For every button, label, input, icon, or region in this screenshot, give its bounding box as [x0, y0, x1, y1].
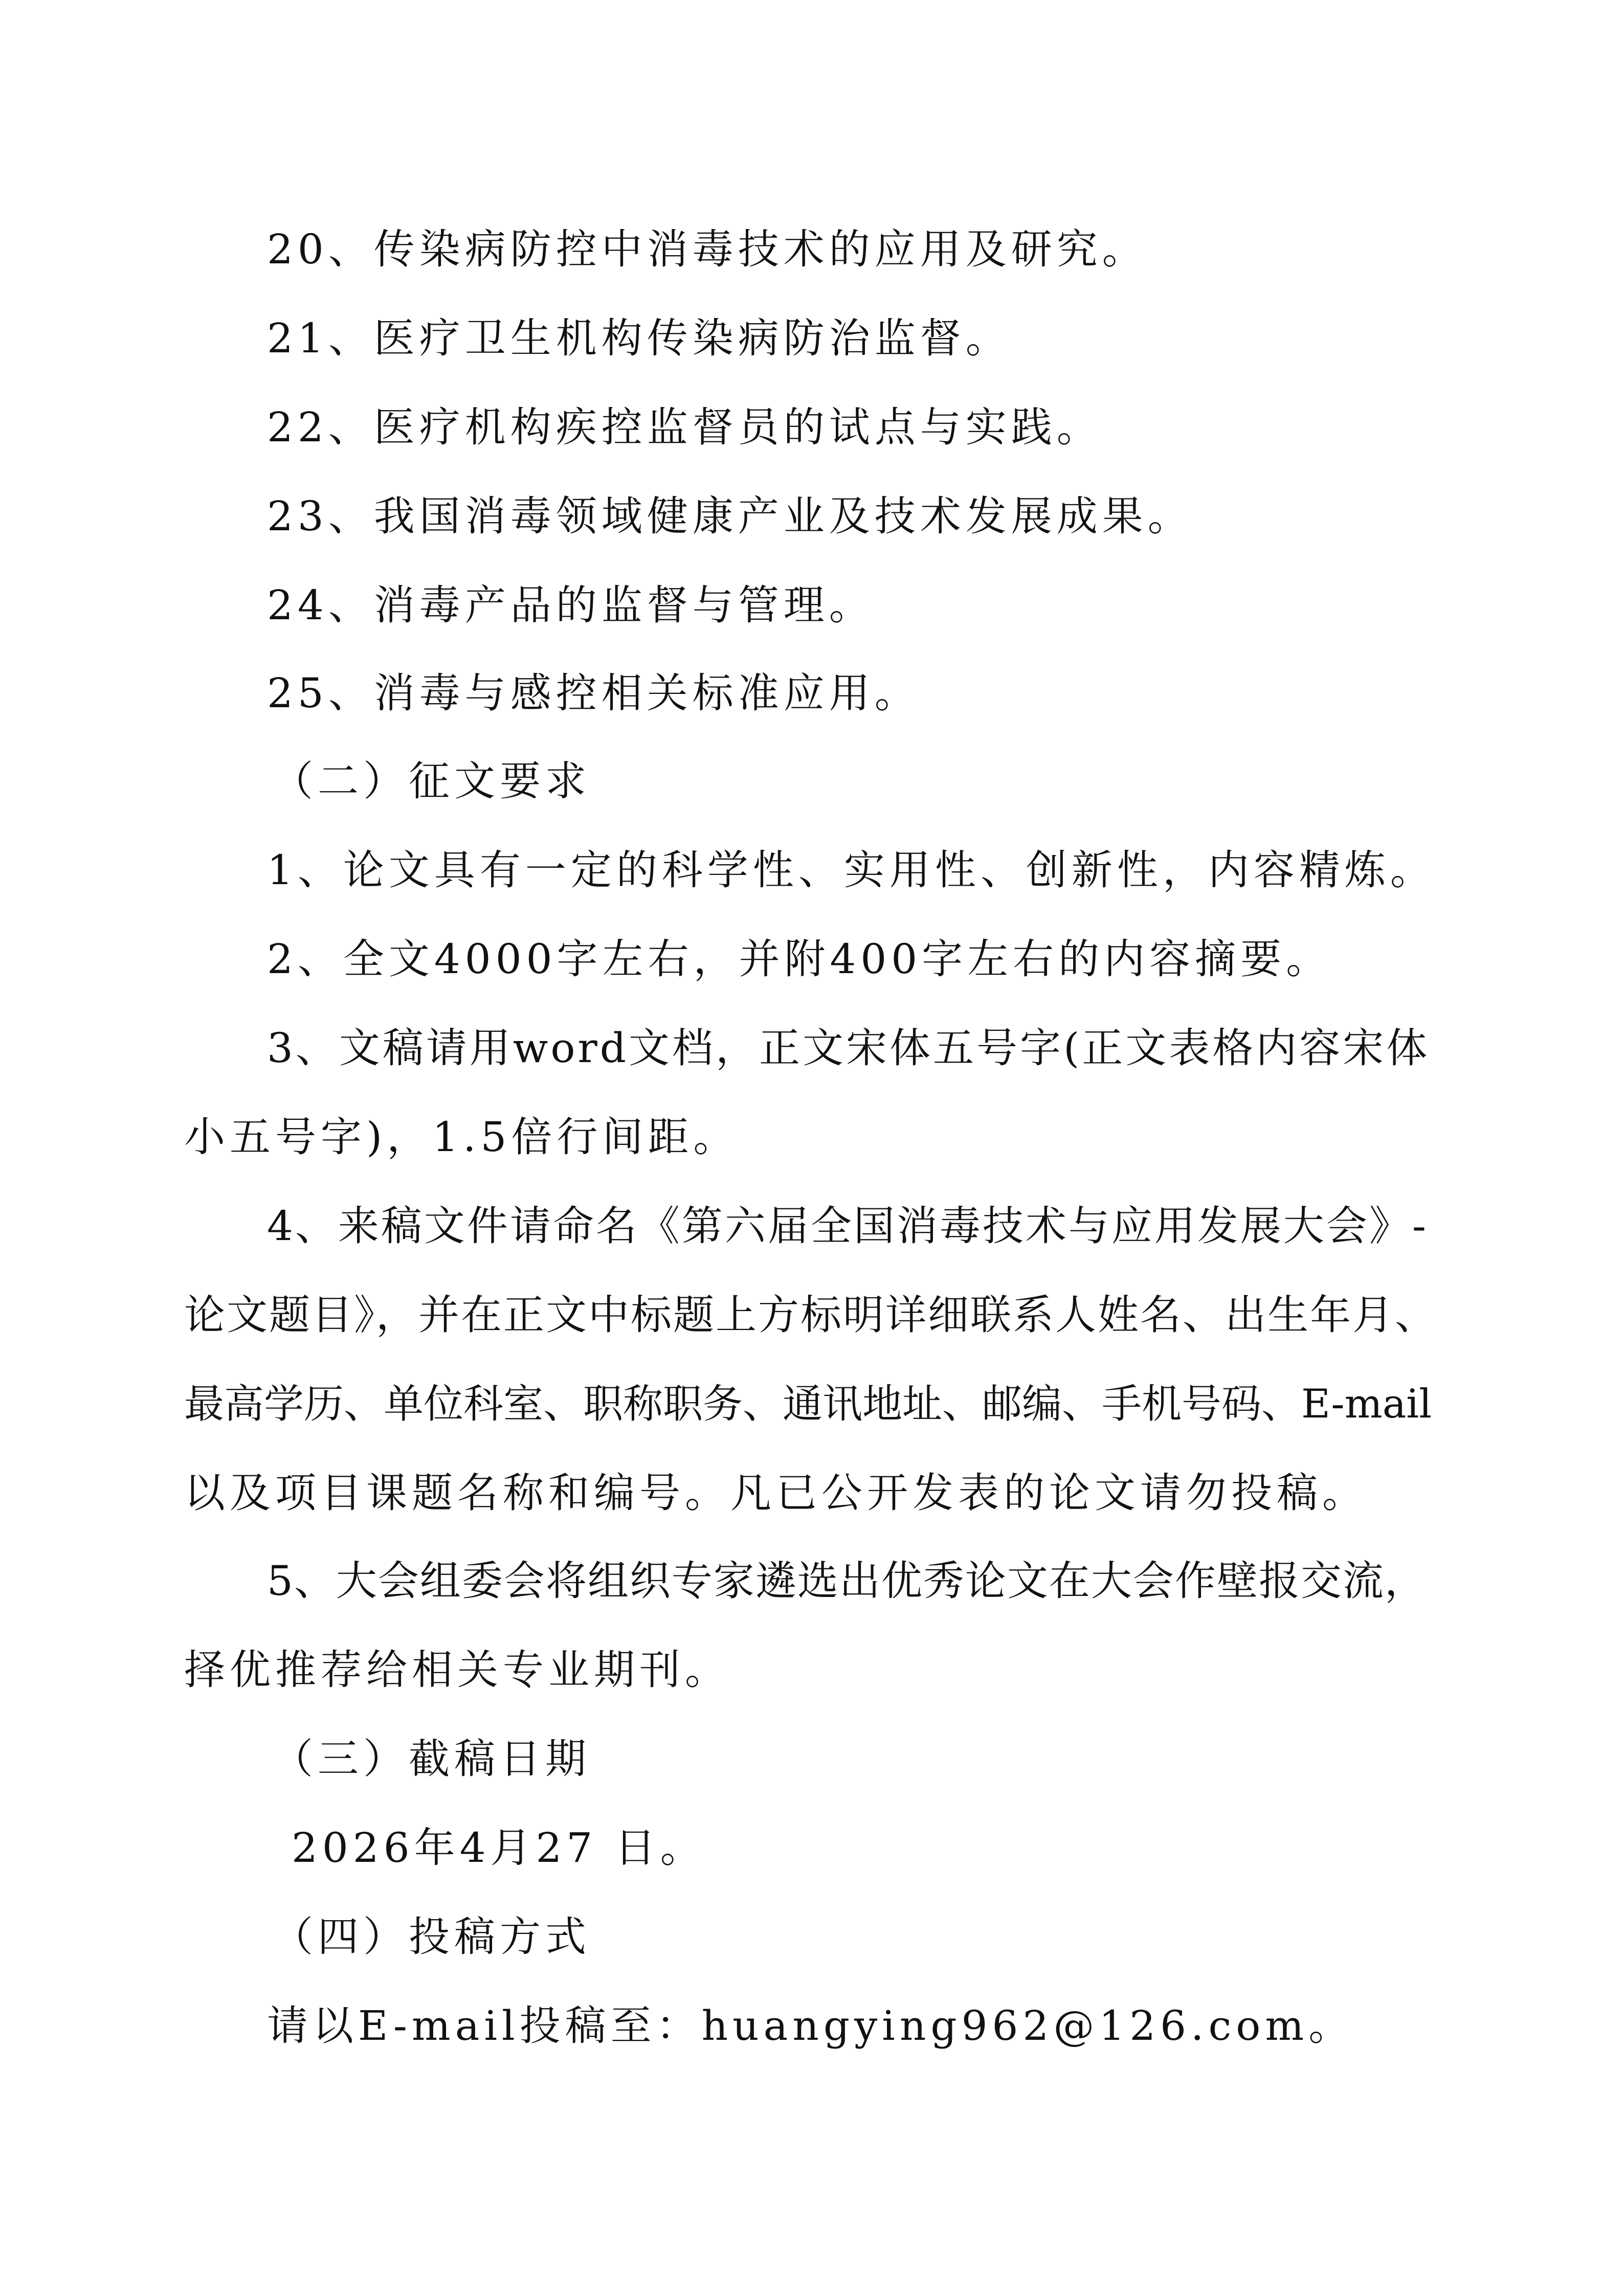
requirement-item: 4、来稿文件请命名《第六届全国消毒技术与应用发展大会》- — [267, 1202, 1428, 1250]
requirement-item: 2、全文4000字左右，并附400字左右的内容摘要。 — [267, 935, 1332, 983]
section-heading-deadline: （三）截稿日期 — [272, 1735, 591, 1783]
requirement-item: 1、论文具有一定的科学性、实用性、创新性，内容精炼。 — [267, 846, 1436, 894]
requirement-item: 3、文稿请用word文档，正文宋体五号字(正文表格内容宋体 — [267, 1024, 1430, 1072]
topic-item: 21、医疗卫生机构传染病防治监督。 — [267, 314, 1011, 362]
requirement-item: 5、大会组委会将组织专家遴选出优秀论文在大会作壁报交流， — [267, 1557, 1427, 1605]
section-heading-submission: （四）投稿方式 — [272, 1913, 591, 1961]
requirement-item-continuation: 择优推荐给相关专业期刊。 — [184, 1646, 730, 1694]
topic-item: 25、消毒与感控相关标准应用。 — [267, 669, 920, 717]
topic-item: 22、医疗机构疾控监督员的试点与实践。 — [267, 403, 1102, 451]
requirement-item-continuation: 以及项目课题名称和编号。凡已公开发表的论文请勿投稿。 — [184, 1469, 1368, 1517]
submission-email-text: 请以E-mail投稿至：huangying962@126.com。 — [267, 2002, 1354, 2050]
requirement-item-continuation: 最高学历、单位科室、职称职务、通讯地址、邮编、手机号码、E-mail — [184, 1381, 1432, 1427]
topic-item: 24、消毒产品的监督与管理。 — [267, 581, 875, 629]
deadline-date: 2026年4月27 日。 — [292, 1824, 706, 1872]
section-heading-requirements: （二）征文要求 — [272, 757, 591, 805]
requirement-item-continuation: 论文题目》，并在正文中标题上方标明详细联系人姓名、出生年月、 — [184, 1291, 1437, 1339]
topic-item: 23、我国消毒领域健康产业及技术发展成果。 — [267, 492, 1193, 540]
topic-item: 20、传染病防控中消毒技术的应用及研究。 — [267, 226, 1148, 273]
requirement-item-continuation: 小五号字)，1.5倍行间距。 — [184, 1113, 739, 1161]
